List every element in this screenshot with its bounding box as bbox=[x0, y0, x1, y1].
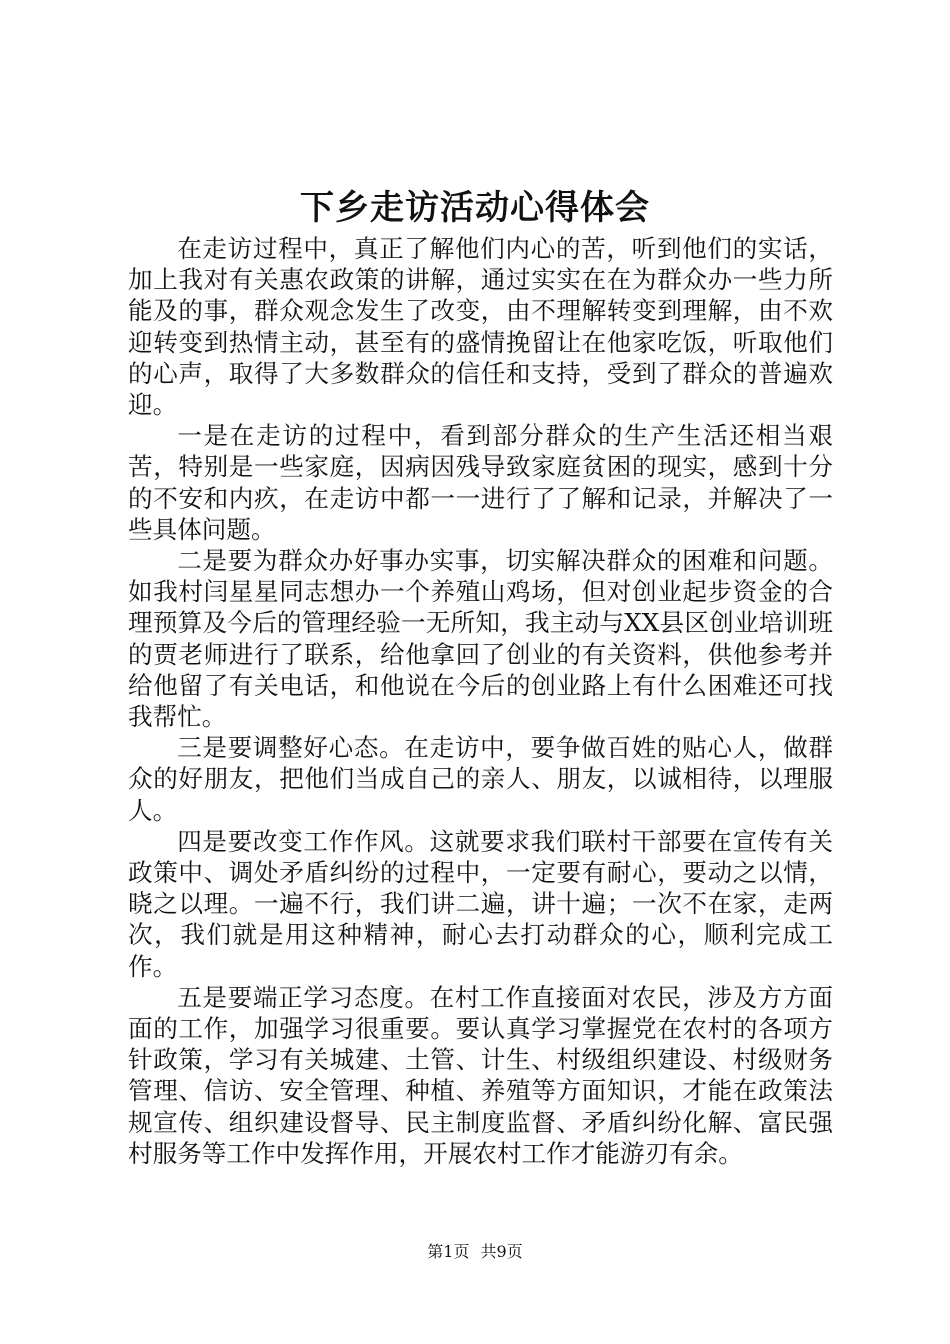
paragraph-point-1: 一是在走访的过程中，看到部分群众的生产生活还相当艰苦，特别是一些家庭，因病因残导致家庭贫困的现实，感到十分的不安和内疚，在走访中都一一进行了了解和记录，并解决了一些具体问题。 bbox=[128, 421, 833, 544]
document-title: 下乡走访活动心得体会 bbox=[300, 188, 650, 228]
page-number-current: 第1页 bbox=[427, 1242, 470, 1261]
paragraph-point-4: 四是要改变工作作风。这就要求我们联村干部要在宣传有关政策中、调处矛盾纠纷的过程中，一定要有耐心，要动之以情，晓之以理。一遍不行，我们讲二遍，讲十遍；一次不在家，走两次，我们就是用这种精神，耐心去打动群众的心，顺利完成工作。 bbox=[128, 826, 833, 981]
paragraph-point-5: 五是要端正学习态度。在村工作直接面对农民，涉及方方面面的工作，加强学习很重要。要认真学习掌握党在农村的各项方针政策，学习有关城建、土管、计生、村级组织建设、村级财务管理、信访、安全管理、种植、养殖等方面知识，才能在政策法规宣传、组织建设督导、民主制度监督、矛盾纠纷化解、富民强村服务等工作中发挥作用，开展农村工作才能游刃有余。 bbox=[128, 982, 833, 1168]
paragraph-intro: 在走访过程中，真正了解他们内心的苦，听到他们的实话，加上我对有关惠农政策的讲解，通过实实在在为群众办一些力所能及的事，群众观念发生了改变，由不理解转变到理解，由不欢迎转变到热情主动，甚至有的盛情挽留让在他家吃饭，听取他们的心声，取得了大多数群众的信任和支持，受到了群众的普遍欢迎。 bbox=[128, 234, 833, 420]
paragraph-point-2: 二是要为群众办好事办实事，切实解决群众的困难和问题。如我村闫星星同志想办一个养殖山鸡场，但对创业起步资金的合理预算及今后的管理经验一无所知，我主动与XX县区创业培训班的贾老师进行了联系，给他拿回了创业的有关资料，供他参考并给他留了有关电话，和他说在今后的创业路上有什么困难还可找我帮忙。 bbox=[128, 546, 833, 732]
page-number-total: 共9页 bbox=[480, 1242, 523, 1261]
paragraph-point-3: 三是要调整好心态。在走访中，要争做百姓的贴心人，做群众的好朋友，把他们当成自己的亲人、朋友，以诚相待，以理服人。 bbox=[128, 733, 833, 825]
page-footer bbox=[0, 1241, 950, 1263]
document-body bbox=[128, 233, 833, 1169]
